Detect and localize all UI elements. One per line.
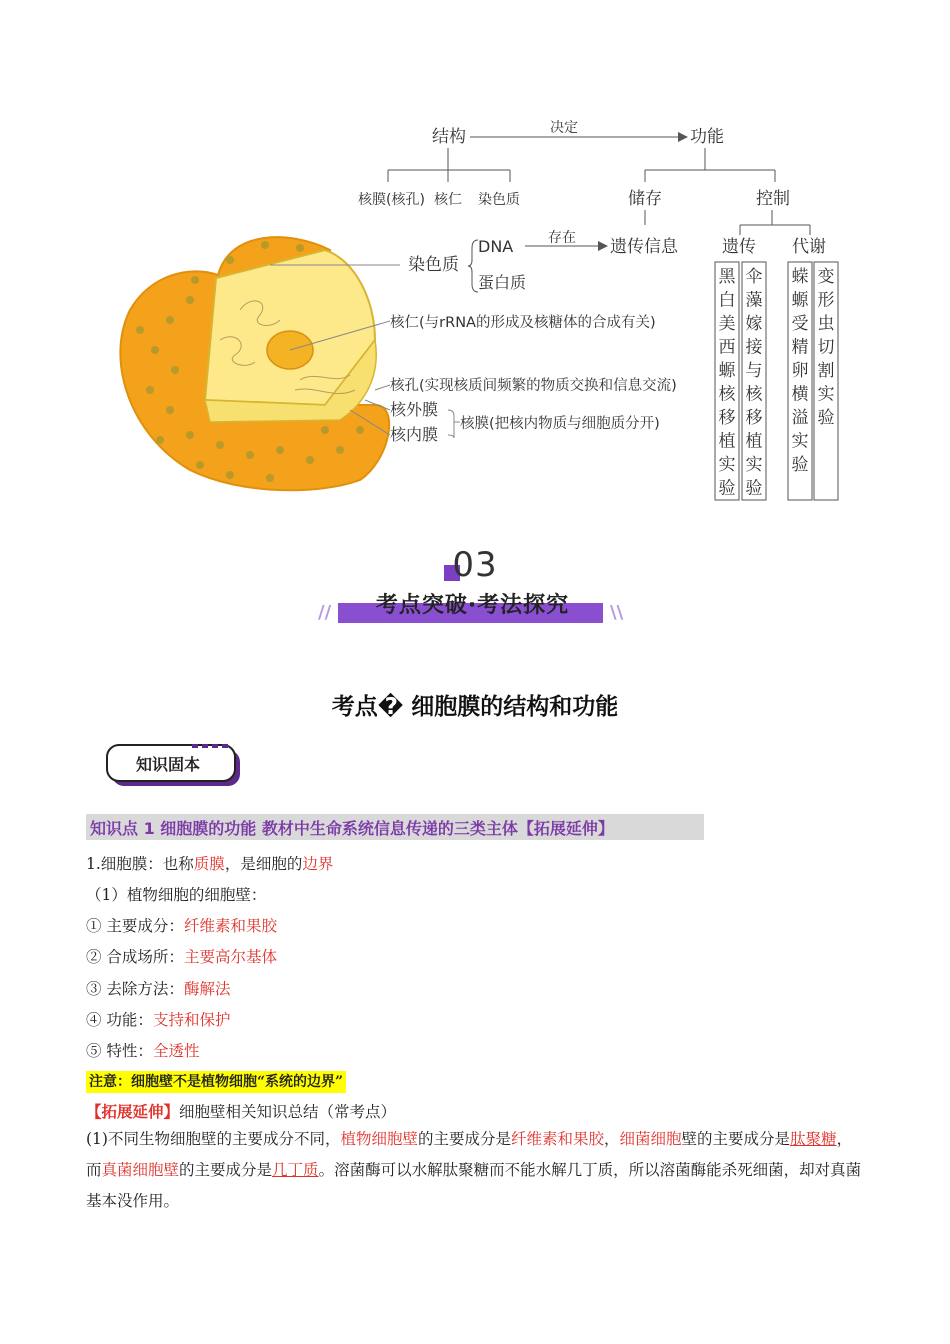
diag-function: 功能 [690, 127, 724, 147]
experiment-box-4-char: 形 [817, 290, 835, 311]
note-highlight: 注意：细胞壁不是植物细胞“系统的边界” [86, 1071, 346, 1093]
experiment-box-3-char: 精 [791, 337, 809, 358]
experiment-box-3-char: 实 [791, 431, 809, 452]
experiment-box-3-char: 受 [791, 314, 809, 334]
experiment-box-4-char: 切 [817, 337, 835, 358]
diag-metabolism: 代谢 [792, 237, 826, 257]
diag-control: 控制 [756, 189, 790, 209]
experiment-box-1-char: 西 [718, 337, 736, 358]
experiment-box-2-char: 核 [745, 384, 763, 405]
extension-paragraph: (1)不同生物细胞壁的主要成分不同，植物细胞壁的主要成分是纤维素和果胶，细菌细胞壁的主要成分是肽聚糖，而真菌细胞壁的主要成分是几丁质。溶菌酶可以水解肽聚糖而不能水解几丁质，所以溶菌酶能杀死细菌，却对真菌基本没作用。 [86, 1130, 862, 1210]
experiment-box-1-char: 白 [718, 290, 736, 311]
extension-heading: 【拓展延伸】细胞壁相关知识总结（常考点） [86, 1102, 397, 1121]
diag-pore-note: 核孔(实现核质间频繁的物质交换和信息交流) [390, 378, 677, 394]
nucleus-structure-diagram [100, 100, 860, 520]
experiment-box-3-char: 螈 [791, 290, 809, 311]
experiment-box-2-char: 植 [745, 431, 763, 452]
experiment-box-2-char: 实 [745, 455, 763, 475]
experiment-box-2-char: 验 [745, 478, 763, 499]
diag-chromatin-short: 染色质 [478, 192, 520, 208]
knowledge-badge-label: 知识固本 [135, 755, 201, 774]
diag-outer-membrane: 核外膜 [390, 400, 439, 419]
nucleus-diagram-svg [100, 100, 860, 520]
experiment-box-1-char: 美 [718, 314, 736, 334]
experiment-box-3-char: 蝾 [791, 267, 809, 287]
section-title: 考点突破·考法探究 [375, 593, 570, 618]
diag-nucleolus-note: 核仁(与rRNA的形成及核糖体的合成有关) [390, 315, 656, 331]
diag-nucleolus-short: 核仁 [434, 192, 462, 208]
experiment-box-2-char: 移 [745, 408, 763, 428]
experiment-box-3-char: 验 [791, 455, 809, 475]
knowledge-point-title: 知识点 1 细胞膜的功能 教材中生命系统信息传递的三类主体【拓展延伸】 [90, 819, 614, 838]
experiment-box-2-char: 嫁 [745, 314, 763, 334]
line-property: ⑤ 特性：全透性 [86, 1042, 200, 1060]
diag-decides: 决定 [550, 120, 578, 136]
diag-structure: 结构 [432, 127, 466, 147]
line-function: ④ 功能：支持和保护 [86, 1011, 231, 1029]
section-number: 03 [452, 545, 498, 585]
experiment-box-2-char: 与 [745, 361, 763, 381]
experiment-box-1-char: 实 [718, 455, 736, 475]
experiment-box-1-char: 螈 [718, 361, 736, 381]
diag-genetic-info: 遗传信息 [610, 237, 678, 257]
experiment-box-1-char: 植 [718, 431, 736, 452]
diag-protein: 蛋白质 [478, 273, 527, 292]
diag-chromatin: 染色质 [408, 255, 459, 275]
experiment-box-4-char: 割 [817, 361, 835, 381]
experiment-box-1-char: 核 [718, 384, 736, 405]
line-main-components: ① 主要成分：纤维素和果胶 [86, 917, 277, 935]
experiment-box-4-char: 变 [817, 267, 835, 287]
experiment-box-2-char: 藻 [745, 290, 763, 311]
experiment-box-4-char: 虫 [817, 314, 835, 334]
diag-inner-membrane: 核内膜 [390, 425, 439, 444]
experiment-box-2-char: 伞 [745, 267, 763, 287]
experiment-box-1-char: 验 [718, 478, 736, 499]
line-cell-membrane: 1.细胞膜：也称质膜，是细胞的边界 [86, 855, 334, 873]
diag-exists-in: 存在 [548, 230, 576, 246]
section-slashes-left: // [318, 602, 332, 623]
experiment-box-3-char: 卵 [791, 361, 809, 381]
line-removal-method: ③ 去除方法：酶解法 [86, 980, 231, 998]
experiment-box-2-char: 接 [745, 337, 763, 358]
experiment-box-1-char: 黑 [718, 267, 736, 287]
nucleus-illustration [120, 237, 389, 490]
diag-heredity: 遗传 [722, 237, 756, 257]
line-plant-cell-wall: （1）植物细胞的细胞壁： [86, 886, 267, 904]
experiment-box-1-char: 移 [718, 408, 736, 428]
diag-envelope-note: 核膜(把核内物质与细胞质分开) [460, 416, 660, 432]
experiment-box-3-char: 横 [791, 384, 809, 405]
diag-envelope-pore: 核膜(核孔) [358, 192, 425, 208]
experiment-box-4-char: 验 [817, 408, 835, 428]
diag-storage: 储存 [628, 189, 662, 209]
experiment-box-4-char: 实 [817, 384, 835, 405]
section-slashes-right: \\ [610, 602, 624, 623]
knowledge-badge [106, 744, 238, 786]
diag-dna: DNA [478, 237, 514, 256]
experiment-box-3-char: 溢 [791, 408, 809, 428]
topic-title: 考点� 细胞膜的结构和功能 [331, 694, 619, 720]
line-synthesis-site: ② 合成场所：主要高尔基体 [86, 948, 277, 966]
